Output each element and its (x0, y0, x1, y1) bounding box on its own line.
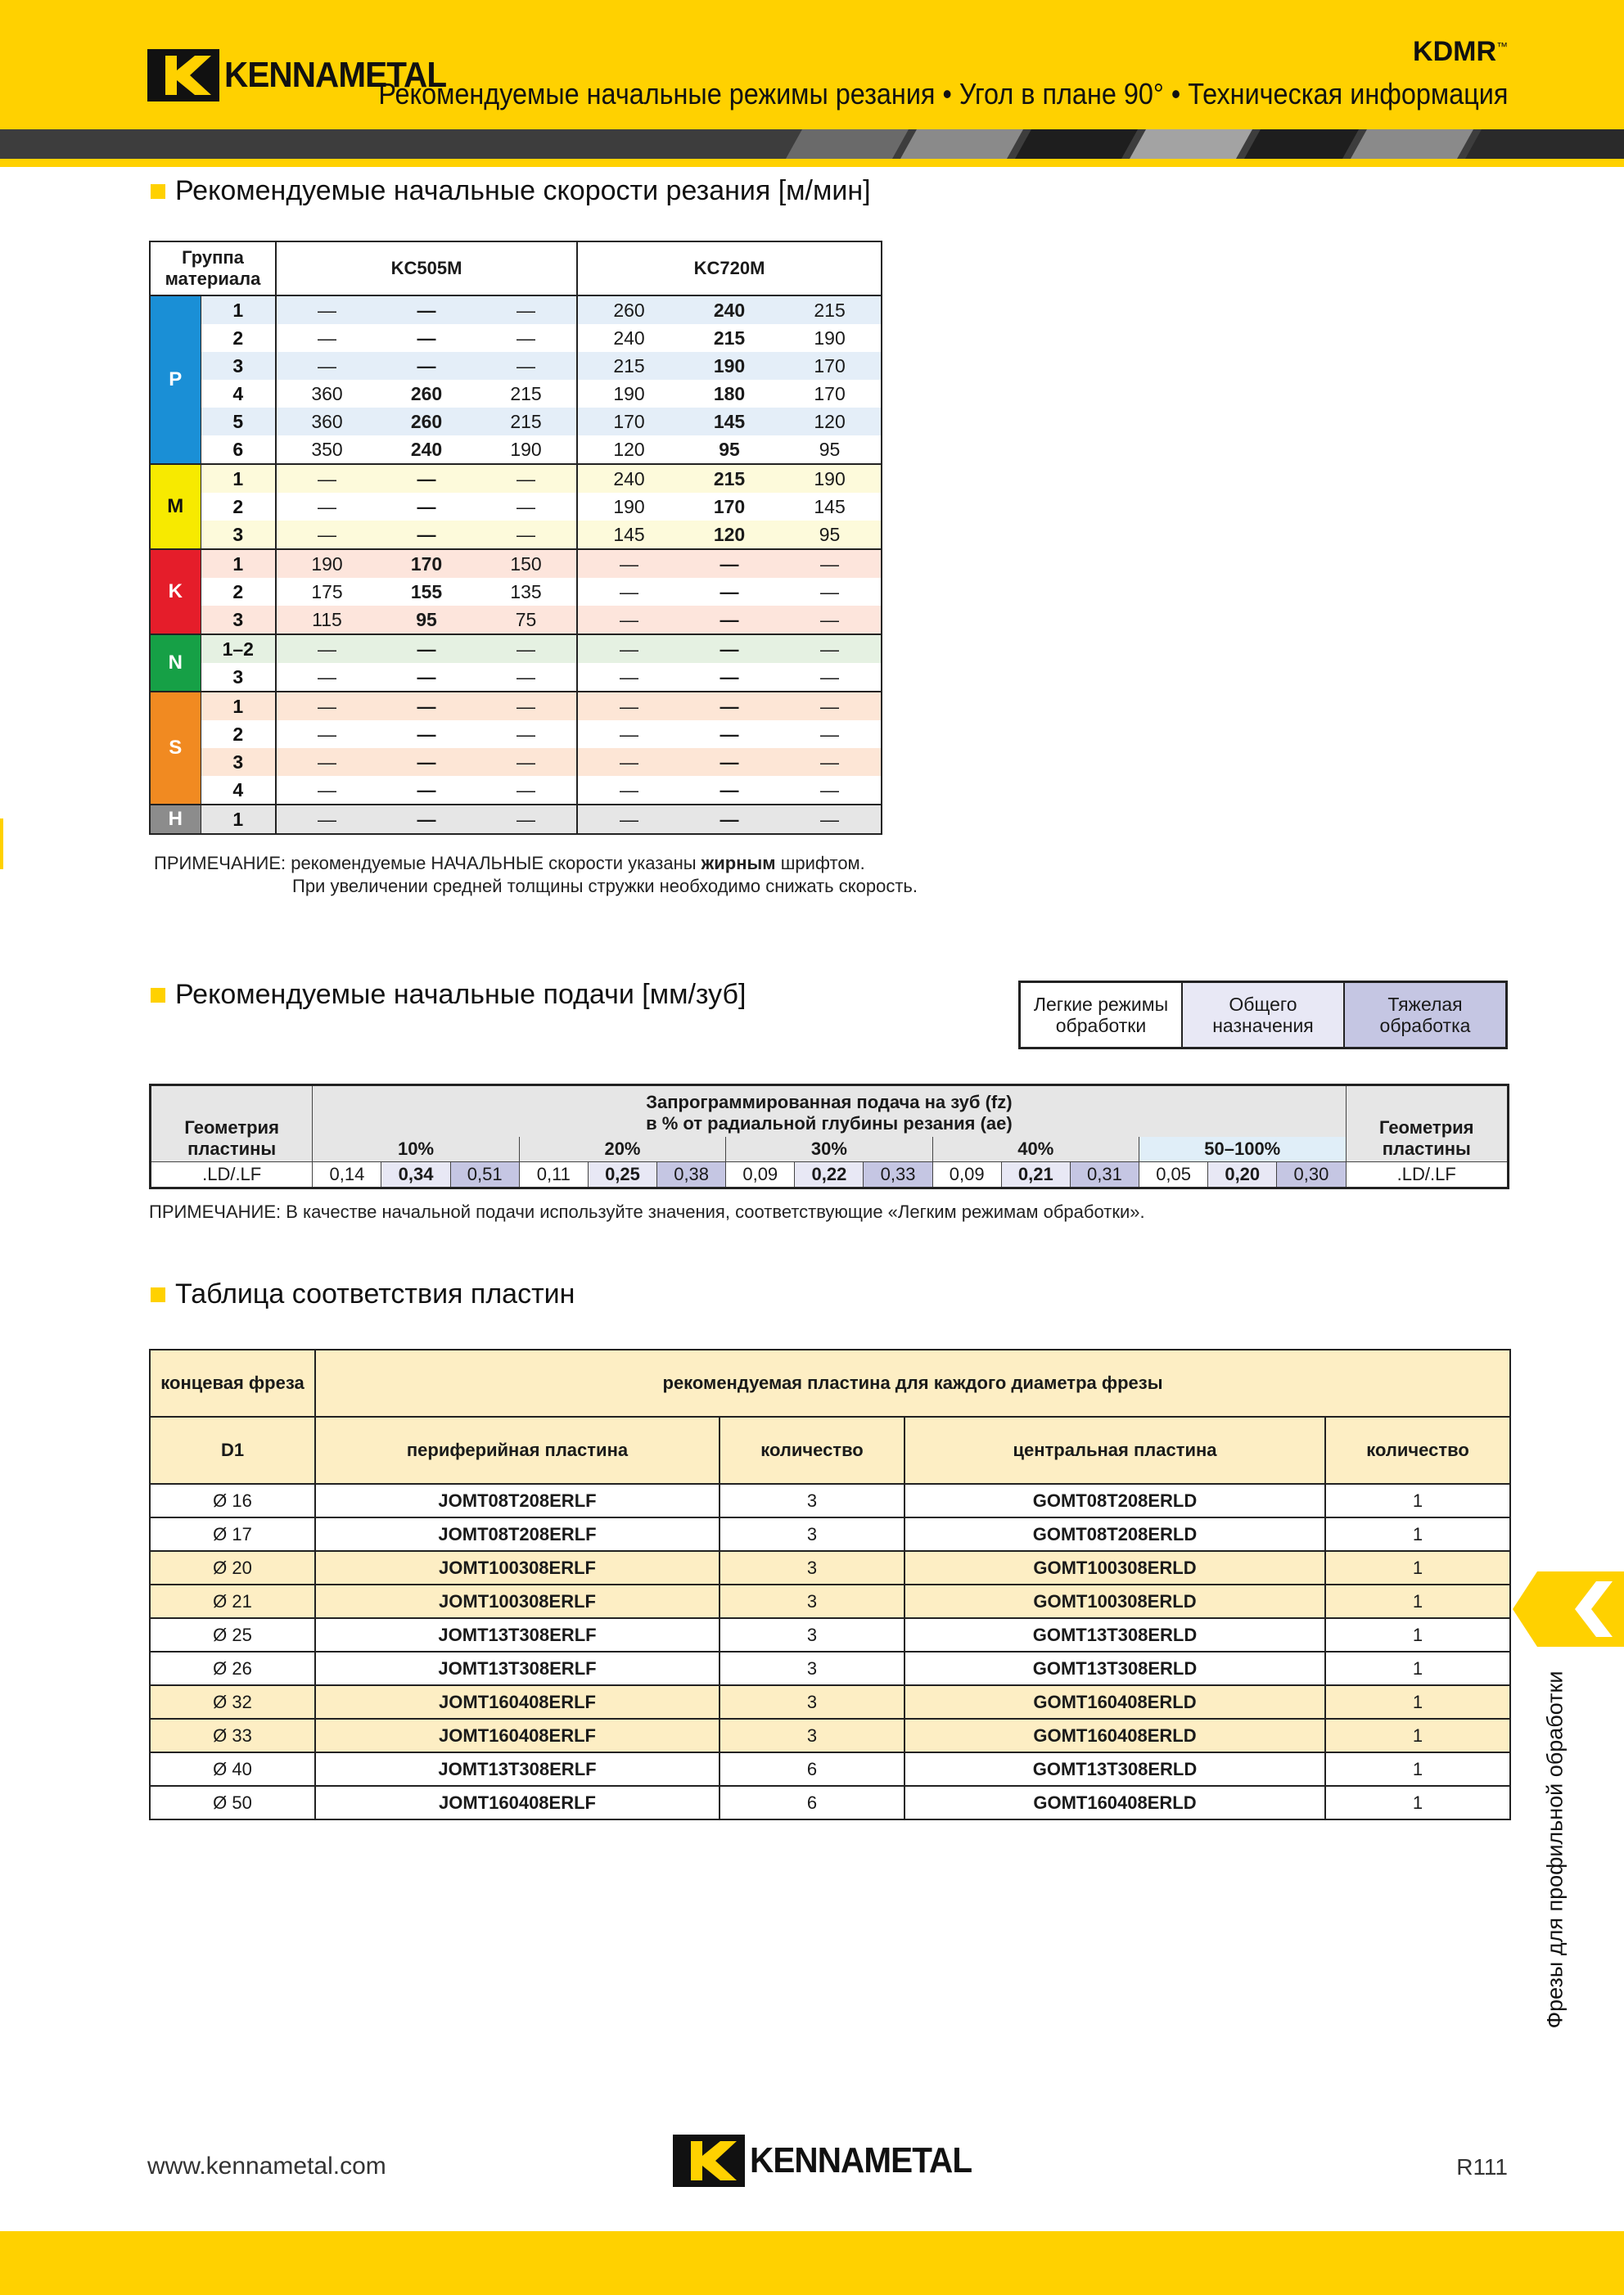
insert-col-qty1: количество (720, 1417, 904, 1484)
subgroup-number: 1 (201, 692, 276, 720)
feed-header-main (313, 1085, 1346, 1138)
speed-kc720m-cell: 190 (680, 352, 778, 380)
speed-kc505m-cell: — (476, 776, 577, 805)
insert-qty-central: 1 (1325, 1551, 1510, 1585)
insert-col-qty2: количество (1325, 1417, 1510, 1484)
insert-diameter: Ø 16 (150, 1484, 315, 1517)
speed-kc720m-cell: — (680, 692, 778, 720)
insert-central: GOMT13T308ERLD (904, 1752, 1325, 1786)
speed-title-text: Рекомендуемые начальные скорости резания [м/мин] (175, 175, 871, 206)
speed-kc720m-cell: 145 (577, 521, 680, 549)
speed-kc505m-cell: 175 (276, 578, 377, 606)
speed-kc720m-cell: — (778, 720, 882, 748)
speed-kc505m-cell: — (377, 692, 476, 720)
speed-kc720m-cell: — (778, 776, 882, 805)
speed-kc720m-cell: 95 (680, 435, 778, 464)
speed-kc505m-cell: — (377, 352, 476, 380)
feed-value-cell: 0,25 (588, 1162, 656, 1188)
insert-qty-peripheral: 3 (720, 1618, 904, 1652)
insert-row (150, 1517, 1510, 1551)
footer-url[interactable]: www.kennametal.com (147, 2153, 386, 2180)
insert-central: GOMT13T308ERLD (904, 1652, 1325, 1685)
speed-kc720m-cell: 120 (680, 521, 778, 549)
insert-row (150, 1484, 1510, 1517)
speed-row (150, 324, 882, 352)
speed-kc720m-cell: — (577, 692, 680, 720)
speed-kc720m-cell: 170 (577, 408, 680, 435)
feed-value-cell: 0,22 (795, 1162, 864, 1188)
speed-kc505m-cell: 360 (276, 380, 377, 408)
feed-value-cell: 0,20 (1208, 1162, 1277, 1188)
header-stripe (0, 129, 1624, 159)
legend-general: Общего назначения (1183, 983, 1345, 1047)
speed-kc505m-cell: 135 (476, 578, 577, 606)
speed-kc720m-cell: 145 (778, 493, 882, 521)
speed-row (150, 464, 882, 493)
speed-kc505m-cell: 190 (276, 549, 377, 578)
speed-kc505m-cell: 360 (276, 408, 377, 435)
insert-qty-peripheral: 3 (720, 1585, 904, 1618)
subgroup-number: 3 (201, 352, 276, 380)
insert-qty-peripheral: 3 (720, 1484, 904, 1517)
insert-central: GOMT100308ERLD (904, 1585, 1325, 1618)
speed-kc505m-cell: 75 (476, 606, 577, 634)
insert-row (150, 1685, 1510, 1719)
speed-col-grade2: KC720M (577, 241, 882, 295)
insert-col-d1: D1 (150, 1417, 315, 1484)
feed-value-cell: 0,21 (1001, 1162, 1070, 1188)
insert-peripheral: JOMT13T308ERLF (315, 1652, 720, 1685)
feed-value-cell: 0,33 (864, 1162, 932, 1188)
insert-qty-peripheral: 3 (720, 1517, 904, 1551)
material-group-h: H (150, 805, 201, 834)
speed-kc720m-cell: — (577, 748, 680, 776)
feed-value-cell: 0,38 (657, 1162, 726, 1188)
speed-kc720m-cell: — (577, 549, 680, 578)
product-code-text: KDMR (1413, 36, 1496, 67)
speed-kc720m-cell: — (680, 549, 778, 578)
speed-kc720m-cell: 190 (778, 324, 882, 352)
feed-percent-header: 20% (519, 1137, 725, 1162)
speed-row (150, 720, 882, 748)
speed-kc505m-cell: 350 (276, 435, 377, 464)
insert-row (150, 1786, 1510, 1819)
speed-kc505m-cell: — (476, 324, 577, 352)
subgroup-number: 2 (201, 578, 276, 606)
subgroup-number: 1 (201, 295, 276, 324)
insert-qty-peripheral: 6 (720, 1752, 904, 1786)
feed-value-cell: 0,34 (381, 1162, 450, 1188)
insert-peripheral: JOMT160408ERLF (315, 1685, 720, 1719)
side-category-text: Фрезы для профильной обработки (1542, 1671, 1568, 2029)
speed-table-body (150, 295, 882, 834)
speed-kc505m-cell: — (476, 720, 577, 748)
feed-percent-header: 30% (726, 1137, 932, 1162)
speed-row (150, 578, 882, 606)
material-group-m: M (150, 464, 201, 549)
speed-kc505m-cell: — (476, 493, 577, 521)
speed-kc720m-cell: — (778, 805, 882, 834)
feed-value-cell: 0,14 (313, 1162, 381, 1188)
speed-kc720m-cell: 180 (680, 380, 778, 408)
insert-table-body (150, 1484, 1510, 1819)
speed-kc720m-cell: — (778, 748, 882, 776)
insert-diameter: Ø 33 (150, 1719, 315, 1752)
feed-col-geometry-right: Геометрия пластины (1346, 1085, 1509, 1162)
speed-kc720m-cell: — (680, 663, 778, 692)
speed-kc505m-cell: 215 (476, 408, 577, 435)
feed-percent-row (151, 1137, 1509, 1162)
speed-kc720m-cell: — (680, 606, 778, 634)
speed-kc720m-cell: 95 (778, 521, 882, 549)
insert-row (150, 1585, 1510, 1618)
speed-kc720m-cell: — (680, 720, 778, 748)
insert-row (150, 1719, 1510, 1752)
subgroup-number: 2 (201, 324, 276, 352)
page-number: R111 (1456, 2154, 1508, 2180)
speed-kc720m-cell: 170 (680, 493, 778, 521)
speed-kc720m-cell: 240 (577, 464, 680, 493)
speed-kc505m-cell: — (476, 464, 577, 493)
speed-kc505m-cell: — (476, 748, 577, 776)
speed-kc505m-cell: 240 (377, 435, 476, 464)
speed-row (150, 805, 882, 834)
insert-qty-central: 1 (1325, 1652, 1510, 1685)
speed-kc505m-cell: — (377, 805, 476, 834)
kennametal-logo-icon (673, 2135, 745, 2187)
feed-percent-header: 10% (313, 1137, 519, 1162)
speed-kc505m-cell: — (276, 692, 377, 720)
feed-header-line2: в % от радиальной глубины резания (ae) (646, 1113, 1013, 1134)
speed-kc505m-cell: — (377, 748, 476, 776)
footer-brand: KENNAMETAL (750, 2140, 972, 2180)
speed-kc720m-cell: — (577, 606, 680, 634)
speed-row (150, 634, 882, 663)
speed-note-prefix: ПРИМЕЧАНИЕ: рекомендуемые НАЧАЛЬНЫЕ скорости указаны (154, 853, 701, 873)
speed-kc505m-cell: — (476, 805, 577, 834)
insert-col-endmill: концевая фреза (150, 1350, 315, 1417)
speed-kc505m-cell: — (276, 776, 377, 805)
speed-note (154, 853, 865, 874)
insert-central: GOMT08T208ERLD (904, 1517, 1325, 1551)
insert-diameter: Ø 40 (150, 1752, 315, 1786)
speed-row (150, 692, 882, 720)
speed-kc505m-cell: — (377, 776, 476, 805)
speed-note-bold: жирным (701, 853, 776, 873)
speed-kc505m-cell: — (276, 493, 377, 521)
speed-kc505m-cell: — (476, 634, 577, 663)
speed-row (150, 380, 882, 408)
speed-kc720m-cell: 215 (680, 324, 778, 352)
feed-value-cell: 0,31 (1070, 1162, 1139, 1188)
insert-qty-central: 1 (1325, 1618, 1510, 1652)
speed-kc720m-cell: — (680, 748, 778, 776)
feed-geometry-right: .LD/.LF (1346, 1162, 1509, 1188)
speed-kc720m-cell: — (778, 549, 882, 578)
section-tab-icon (1513, 1571, 1624, 1647)
speed-row (150, 435, 882, 464)
trademark-sign: ™ (1496, 39, 1508, 53)
subgroup-number: 6 (201, 435, 276, 464)
insert-diameter: Ø 21 (150, 1585, 315, 1618)
speed-kc720m-cell: — (680, 578, 778, 606)
speed-kc505m-cell: 155 (377, 578, 476, 606)
footer-logo (673, 2135, 991, 2187)
speed-kc505m-cell: — (276, 805, 377, 834)
subgroup-number: 4 (201, 776, 276, 805)
speed-kc505m-cell: — (276, 464, 377, 493)
speed-row (150, 352, 882, 380)
speed-row (150, 606, 882, 634)
insert-section-title (151, 1278, 575, 1310)
insert-central: GOMT160408ERLD (904, 1685, 1325, 1719)
speed-kc720m-cell: 190 (577, 493, 680, 521)
subgroup-number: 1–2 (201, 634, 276, 663)
speed-kc720m-cell: — (577, 663, 680, 692)
speed-kc505m-cell: 260 (377, 380, 476, 408)
speed-kc505m-cell: — (377, 720, 476, 748)
feed-value-cell: 0,11 (519, 1162, 588, 1188)
bullet-square-icon (151, 988, 165, 1003)
speed-kc505m-cell: 95 (377, 606, 476, 634)
speed-kc720m-cell: — (577, 805, 680, 834)
subgroup-number: 2 (201, 720, 276, 748)
insert-central: GOMT13T308ERLD (904, 1618, 1325, 1652)
side-category-label (1531, 1670, 1580, 2030)
speed-kc505m-cell: — (276, 521, 377, 549)
insert-central: GOMT160408ERLD (904, 1786, 1325, 1819)
speed-kc505m-cell: — (276, 663, 377, 692)
speed-kc720m-cell: — (577, 720, 680, 748)
insert-peripheral: JOMT08T208ERLF (315, 1484, 720, 1517)
subgroup-number: 3 (201, 663, 276, 692)
speed-kc505m-cell: — (377, 663, 476, 692)
speed-kc505m-cell: — (476, 692, 577, 720)
feed-value-cell: 0,05 (1139, 1162, 1208, 1188)
feed-percent-header: 50–100% (1139, 1137, 1346, 1162)
speed-kc505m-cell: — (476, 352, 577, 380)
header-subtitle: Рекомендуемые начальные режимы резания • Угол в плане 90° • Техническая информация (377, 77, 1508, 110)
insert-peripheral: JOMT13T308ERLF (315, 1618, 720, 1652)
insert-row (150, 1652, 1510, 1685)
speed-row (150, 408, 882, 435)
speed-row (150, 549, 882, 578)
speed-kc720m-cell: 120 (778, 408, 882, 435)
speed-kc505m-cell: — (476, 295, 577, 324)
insert-diameter: Ø 25 (150, 1618, 315, 1652)
speed-note-suffix: шрифтом. (775, 853, 865, 873)
legend-heavy: Тяжелая обработка (1345, 983, 1505, 1047)
speed-kc720m-cell: — (778, 663, 882, 692)
speed-kc720m-cell: 260 (577, 295, 680, 324)
insert-peripheral: JOMT08T208ERLF (315, 1517, 720, 1551)
feed-geometry-left: .LD/.LF (151, 1162, 313, 1188)
speed-kc505m-cell: 115 (276, 606, 377, 634)
speed-kc505m-cell: — (476, 521, 577, 549)
subgroup-number: 1 (201, 464, 276, 493)
speed-kc505m-cell: 260 (377, 408, 476, 435)
speed-row (150, 295, 882, 324)
bullet-square-icon (151, 1287, 165, 1302)
insert-central: GOMT08T208ERLD (904, 1484, 1325, 1517)
insert-qty-peripheral: 3 (720, 1652, 904, 1685)
subgroup-number: 3 (201, 521, 276, 549)
speed-kc505m-cell: — (276, 352, 377, 380)
speed-kc505m-cell: — (377, 521, 476, 549)
speed-row (150, 521, 882, 549)
speed-kc720m-cell: — (778, 606, 882, 634)
feed-values-row (151, 1162, 1509, 1188)
insert-qty-peripheral: 3 (720, 1685, 904, 1719)
insert-row (150, 1551, 1510, 1585)
insert-peripheral: JOMT160408ERLF (315, 1786, 720, 1819)
header-brand: KENNAMETAL (224, 55, 447, 95)
insert-qty-central: 1 (1325, 1484, 1510, 1517)
feed-legend (1018, 981, 1508, 1049)
speed-kc720m-cell: 215 (680, 464, 778, 493)
speed-col-group: Группа материала (150, 241, 276, 295)
speed-kc505m-cell: — (377, 493, 476, 521)
speed-kc505m-cell: 170 (377, 549, 476, 578)
speed-kc720m-cell: 215 (778, 295, 882, 324)
material-group-n: N (150, 634, 201, 692)
speed-kc720m-cell: 170 (778, 352, 882, 380)
subgroup-number: 1 (201, 549, 276, 578)
speed-kc505m-cell: — (476, 663, 577, 692)
insert-qty-central: 1 (1325, 1517, 1510, 1551)
speed-row (150, 663, 882, 692)
bullet-square-icon (151, 184, 165, 199)
footer-band (0, 2231, 1624, 2295)
speed-kc720m-cell: — (778, 634, 882, 663)
insert-qty-central: 1 (1325, 1685, 1510, 1719)
left-edge-mark (0, 818, 3, 869)
speed-kc505m-cell: — (377, 464, 476, 493)
insert-peripheral: JOMT160408ERLF (315, 1719, 720, 1752)
speed-kc720m-cell: — (577, 578, 680, 606)
speed-kc720m-cell: 95 (778, 435, 882, 464)
insert-diameter: Ø 20 (150, 1551, 315, 1585)
insert-peripheral: JOMT100308ERLF (315, 1585, 720, 1618)
insert-col-peripheral: периферийная пластина (315, 1417, 720, 1484)
insert-title-text: Таблица соответствия пластин (175, 1278, 575, 1310)
speed-kc505m-cell: — (276, 295, 377, 324)
header-stripe-accent (0, 159, 1624, 167)
speed-kc720m-cell: 190 (778, 464, 882, 493)
subgroup-number: 5 (201, 408, 276, 435)
speed-kc505m-cell: — (377, 295, 476, 324)
speed-kc505m-cell: 215 (476, 380, 577, 408)
speed-kc720m-cell: — (680, 776, 778, 805)
speed-kc720m-cell: — (680, 634, 778, 663)
insert-qty-central: 1 (1325, 1585, 1510, 1618)
product-code (1413, 36, 1508, 68)
insert-qty-central: 1 (1325, 1786, 1510, 1819)
insert-diameter: Ø 32 (150, 1685, 315, 1719)
speed-kc720m-cell: 240 (577, 324, 680, 352)
kennametal-logo-icon (147, 49, 219, 101)
speed-kc505m-cell: — (377, 634, 476, 663)
speed-row (150, 748, 882, 776)
insert-col-central: центральная пластина (904, 1417, 1325, 1484)
material-group-k: K (150, 549, 201, 634)
material-group-s: S (150, 692, 201, 805)
insert-qty-peripheral: 3 (720, 1719, 904, 1752)
insert-central: GOMT100308ERLD (904, 1551, 1325, 1585)
speed-kc720m-cell: — (577, 634, 680, 663)
speed-kc505m-cell: — (276, 748, 377, 776)
subgroup-number: 3 (201, 606, 276, 634)
subgroup-number: 3 (201, 748, 276, 776)
material-group-p: P (150, 295, 201, 464)
speed-row (150, 776, 882, 805)
speed-kc505m-cell: 190 (476, 435, 577, 464)
feed-table (149, 1084, 1509, 1189)
speed-kc505m-cell: — (276, 324, 377, 352)
speed-kc720m-cell: 190 (577, 380, 680, 408)
feed-value-cell: 0,51 (450, 1162, 519, 1188)
feed-percent-header: 40% (932, 1137, 1139, 1162)
insert-row (150, 1752, 1510, 1786)
speed-kc720m-cell: 240 (680, 295, 778, 324)
insert-col-recommended: рекомендуемая пластина для каждого диаметра фрезы (315, 1350, 1510, 1417)
speed-kc505m-cell: — (276, 634, 377, 663)
insert-diameter: Ø 50 (150, 1786, 315, 1819)
speed-kc720m-cell: 120 (577, 435, 680, 464)
speed-kc720m-cell: 215 (577, 352, 680, 380)
speed-kc505m-cell: 150 (476, 549, 577, 578)
feed-col-geometry-left: Геометрия пластины (151, 1085, 313, 1162)
insert-peripheral: JOMT13T308ERLF (315, 1752, 720, 1786)
subgroup-number: 4 (201, 380, 276, 408)
speed-kc720m-cell: — (680, 805, 778, 834)
insert-qty-central: 1 (1325, 1719, 1510, 1752)
speed-row (150, 493, 882, 521)
speed-kc720m-cell: — (778, 692, 882, 720)
insert-qty-central: 1 (1325, 1752, 1510, 1786)
speed-kc720m-cell: 145 (680, 408, 778, 435)
speed-table (149, 241, 882, 835)
speed-kc505m-cell: — (276, 720, 377, 748)
speed-col-grade1: KC505M (276, 241, 577, 295)
speed-kc720m-cell: — (778, 578, 882, 606)
speed-kc505m-cell: — (377, 324, 476, 352)
feed-value-cell: 0,09 (726, 1162, 795, 1188)
insert-diameter: Ø 26 (150, 1652, 315, 1685)
feed-value-cell: 0,30 (1277, 1162, 1346, 1188)
speed-kc720m-cell: 170 (778, 380, 882, 408)
subgroup-number: 1 (201, 805, 276, 834)
feed-note: ПРИМЕЧАНИЕ: В качестве начальной подачи используйте значения, соответствующие «Легким режимам обработки». (149, 1202, 1145, 1222)
speed-kc720m-cell: — (577, 776, 680, 805)
insert-peripheral: JOMT100308ERLF (315, 1551, 720, 1585)
insert-diameter: Ø 17 (150, 1517, 315, 1551)
insert-qty-peripheral: 3 (720, 1551, 904, 1585)
speed-section-title (151, 175, 871, 207)
subgroup-number: 2 (201, 493, 276, 521)
feed-title-text: Рекомендуемые начальные подачи [мм/зуб] (175, 979, 747, 1010)
insert-central: GOMT160408ERLD (904, 1719, 1325, 1752)
insert-qty-peripheral: 6 (720, 1786, 904, 1819)
legend-light: Легкие режимы обработки (1021, 983, 1183, 1047)
insert-table (149, 1349, 1511, 1820)
feed-value-cell: 0,09 (932, 1162, 1001, 1188)
insert-row (150, 1618, 1510, 1652)
feed-header-line1: Запрограммированная подача на зуб (fz) (646, 1092, 1013, 1112)
feed-section-title (151, 979, 746, 1011)
speed-note-line2: При увеличении средней толщины стружки необходимо снижать скорость. (292, 876, 918, 896)
